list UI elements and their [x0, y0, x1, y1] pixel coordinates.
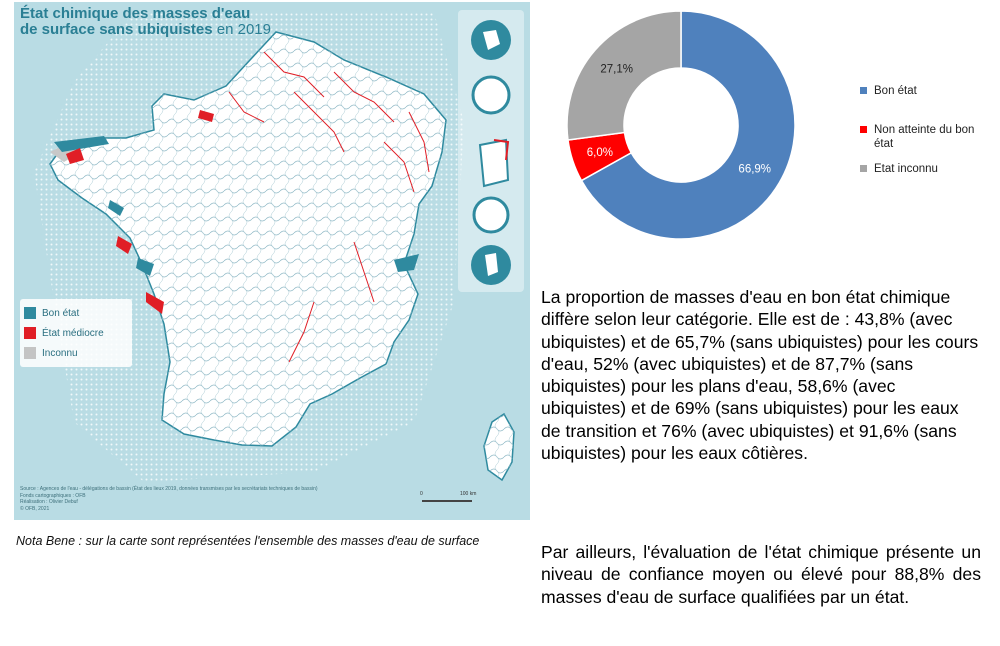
chart-legend-item [860, 84, 990, 98]
map-legend-poor [24, 323, 128, 343]
map-legend-good [24, 303, 128, 323]
map-legend [20, 299, 132, 367]
chart-legend-swatch [860, 87, 867, 94]
source-line: Fonds cartographiques : OFB [20, 492, 86, 499]
nota-bene: Nota Bene : sur la carte sont représentées l'ensemble des masses d'eau de surface [16, 534, 480, 548]
legend-label-unknown: Inconnu [42, 347, 78, 359]
map-legend-unknown [24, 343, 128, 363]
legend-swatch-unknown [24, 347, 36, 359]
map-title-year: en 2019 [212, 21, 271, 38]
scale-end-label: 100 km [460, 491, 477, 497]
chart-legend-swatch [860, 165, 867, 172]
legend-swatch-good [24, 307, 36, 319]
chart-legend-item [860, 162, 990, 176]
source-line: Source : Agences de l'eau - délégations de bassin (État des lieux 2019, données transmises par les secrétariats techniques de bassin) [20, 486, 318, 492]
scale-bar-line [422, 500, 472, 502]
map-title [20, 6, 271, 38]
legend-swatch-poor [24, 327, 36, 339]
chart-legend [860, 84, 990, 176]
map-source [20, 486, 450, 512]
donut-data-label: 6,0% [586, 146, 613, 159]
map-graphic [14, 2, 530, 520]
chart-legend-swatch [860, 126, 867, 133]
overseas-insets [458, 10, 524, 292]
source-line: Réalisation : Olivier Debuf [20, 499, 78, 505]
inset-guyane [480, 140, 508, 186]
paragraph-confidence: Par ailleurs, l'évaluation de l'état chimique présente un niveau de confiance moyen ou élevé pour 88,8% des masses d'eau de surface qualifiées par un état. [541, 542, 981, 607]
map-title-line1: État chimique des masses d'eau [20, 5, 251, 22]
map-title-line2: de surface sans ubiquistes [20, 21, 213, 38]
legend-label-good: Bon état [42, 307, 80, 319]
map-scale-bar [420, 491, 482, 506]
inset-martinique [473, 77, 509, 113]
chart-legend-label: Bon état [874, 85, 917, 97]
source-line: © OFB, 2021 [20, 505, 50, 512]
scale-start-label: 0 [420, 491, 423, 497]
legend-label-poor: État médiocre [42, 327, 104, 339]
paragraph-proportion: La proportion de masses d'eau en bon état chimique diffère selon leur catégorie. Elle est de : 43,8% (avec ubiquistes) et de 65,7% (sans ubiquistes) pour les cours d'eau, 52% (avec ubiquistes) et de 87,7% (sans ubiquistes) pour les plans d'eau, 58,6% (avec ubiquistes) et de 69% (sans ubiquistes) pour les eaux de transition et 76% (avec ubiquistes) et 91,6% (sans ubiquistes) pour les eaux côtières. [541, 287, 979, 464]
donut-data-label: 27,1% [600, 63, 633, 76]
overseas-insets-graphic [458, 10, 524, 292]
chart-legend-label: Etat inconnu [874, 163, 938, 175]
chart-legend-label: Non atteinte du bon état [874, 124, 975, 150]
donut-data-label: 66,9% [738, 163, 772, 176]
inset-reunion [474, 198, 508, 232]
water-status-map [14, 2, 530, 520]
chart-legend-item [860, 123, 990, 151]
